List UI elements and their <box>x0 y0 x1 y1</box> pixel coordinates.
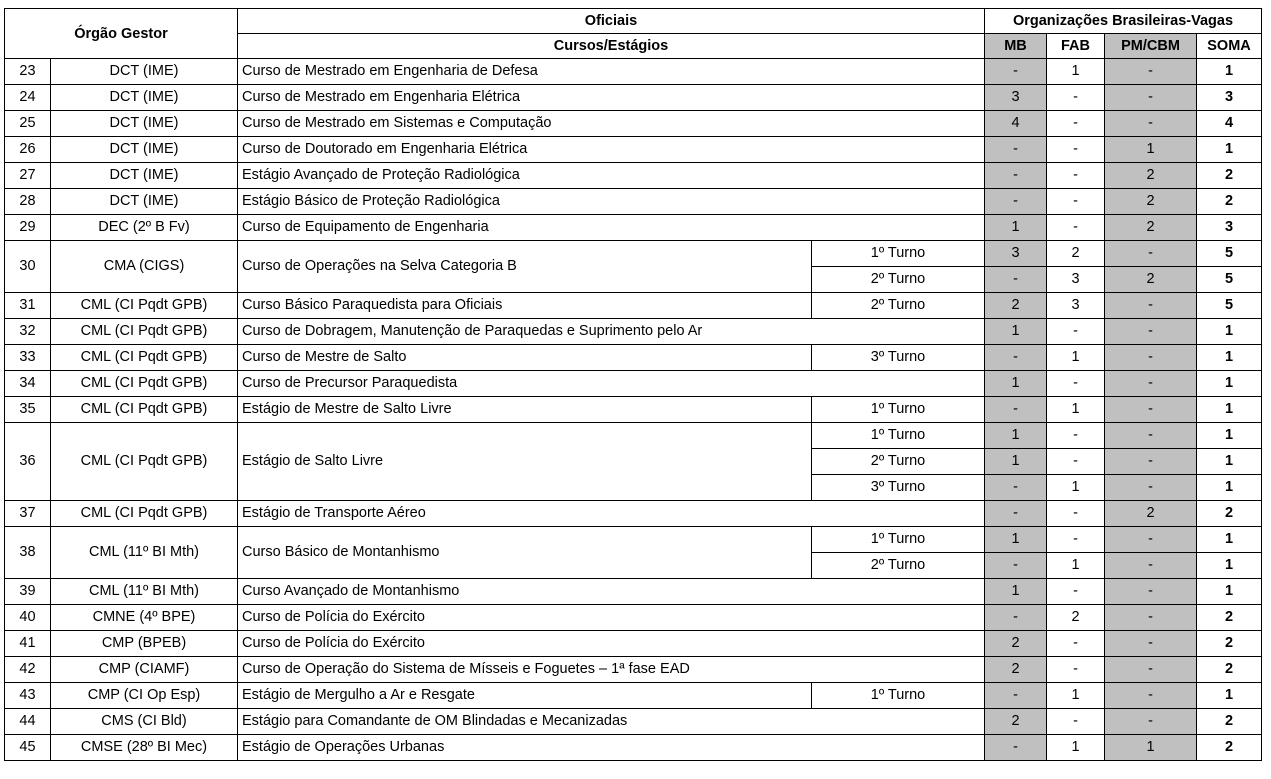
row-number: 36 <box>5 423 51 501</box>
table-row <box>5 631 1262 657</box>
row-number: 31 <box>5 293 51 319</box>
row-curso: Curso de Mestrado em Engenharia Elétrica <box>238 85 985 111</box>
row-turno: 1º Turno <box>812 527 985 553</box>
row-mb-value: - <box>985 553 1047 579</box>
row-pm-cbm-value: - <box>1105 111 1197 137</box>
row-pm-cbm-value: - <box>1105 59 1197 85</box>
row-turno: 1º Turno <box>812 683 985 709</box>
row-pm-cbm-value: 1 <box>1105 735 1197 761</box>
row-pm-cbm-value: - <box>1105 345 1197 371</box>
row-fab-value: 1 <box>1047 735 1105 761</box>
row-orgao-gestor: CML (11º BI Mth) <box>51 527 238 579</box>
row-number: 25 <box>5 111 51 137</box>
row-mb-value: - <box>985 267 1047 293</box>
row-pm-cbm-value: - <box>1105 709 1197 735</box>
row-pm-cbm-value: 1 <box>1105 137 1197 163</box>
row-soma-value: 3 <box>1197 215 1262 241</box>
header-organizacoes: Organizações Brasileiras-Vagas <box>985 9 1262 34</box>
table-row <box>5 293 1262 319</box>
row-fab-value: 1 <box>1047 475 1105 501</box>
row-soma-value: 1 <box>1197 319 1262 345</box>
table-row <box>5 319 1262 345</box>
row-pm-cbm-value: - <box>1105 579 1197 605</box>
row-number: 34 <box>5 371 51 397</box>
row-number: 24 <box>5 85 51 111</box>
row-soma-value: 2 <box>1197 163 1262 189</box>
row-number: 33 <box>5 345 51 371</box>
row-fab-value: - <box>1047 657 1105 683</box>
row-pm-cbm-value: - <box>1105 475 1197 501</box>
row-orgao-gestor: CML (CI Pqdt GPB) <box>51 345 238 371</box>
row-curso: Curso de Mestrado em Engenharia de Defesa <box>238 59 985 85</box>
row-pm-cbm-value: 2 <box>1105 163 1197 189</box>
row-pm-cbm-value: - <box>1105 683 1197 709</box>
row-orgao-gestor: CMP (BPEB) <box>51 631 238 657</box>
row-mb-value: - <box>985 735 1047 761</box>
row-fab-value: - <box>1047 423 1105 449</box>
row-soma-value: 1 <box>1197 371 1262 397</box>
row-pm-cbm-value: - <box>1105 527 1197 553</box>
row-soma-value: 2 <box>1197 657 1262 683</box>
row-orgao-gestor: CML (CI Pqdt GPB) <box>51 371 238 397</box>
row-fab-value: 1 <box>1047 397 1105 423</box>
table-body <box>5 59 1262 761</box>
row-curso: Curso de Operações na Selva Categoria B <box>238 241 812 293</box>
row-soma-value: 4 <box>1197 111 1262 137</box>
row-pm-cbm-value: 2 <box>1105 215 1197 241</box>
row-curso: Estágio Básico de Proteção Radiológica <box>238 189 985 215</box>
row-mb-value: 1 <box>985 423 1047 449</box>
row-mb-value: 3 <box>985 241 1047 267</box>
row-mb-value: 2 <box>985 293 1047 319</box>
row-mb-value: 2 <box>985 709 1047 735</box>
row-pm-cbm-value: - <box>1105 605 1197 631</box>
table-row <box>5 215 1262 241</box>
row-fab-value: 1 <box>1047 553 1105 579</box>
header-orgao-gestor: Órgão Gestor <box>5 9 238 59</box>
row-pm-cbm-value: 2 <box>1105 501 1197 527</box>
row-pm-cbm-value: - <box>1105 657 1197 683</box>
row-number: 39 <box>5 579 51 605</box>
table-row <box>5 111 1262 137</box>
row-number: 35 <box>5 397 51 423</box>
row-curso: Estágio de Mestre de Salto Livre <box>238 397 812 423</box>
row-fab-value: 2 <box>1047 605 1105 631</box>
row-fab-value: - <box>1047 501 1105 527</box>
row-fab-value: - <box>1047 137 1105 163</box>
header-cursos-estagios: Cursos/Estágios <box>238 34 985 59</box>
header-soma: SOMA <box>1197 34 1262 59</box>
row-curso: Estágio de Operações Urbanas <box>238 735 985 761</box>
row-fab-value: - <box>1047 709 1105 735</box>
table-row <box>5 137 1262 163</box>
row-turno: 3º Turno <box>812 475 985 501</box>
row-curso: Curso de Polícia do Exército <box>238 631 985 657</box>
row-fab-value: 2 <box>1047 241 1105 267</box>
row-fab-value: 3 <box>1047 267 1105 293</box>
row-number: 41 <box>5 631 51 657</box>
table-row <box>5 189 1262 215</box>
row-curso: Curso Básico de Montanhismo <box>238 527 812 579</box>
row-pm-cbm-value: 2 <box>1105 189 1197 215</box>
row-curso: Estágio de Mergulho a Ar e Resgate <box>238 683 812 709</box>
row-curso: Estágio Avançado de Proteção Radiológica <box>238 163 985 189</box>
row-curso: Estágio para Comandante de OM Blindadas e Mecanizadas <box>238 709 985 735</box>
row-number: 37 <box>5 501 51 527</box>
row-curso: Curso de Doutorado em Engenharia Elétrica <box>238 137 985 163</box>
row-pm-cbm-value: - <box>1105 553 1197 579</box>
row-fab-value: - <box>1047 371 1105 397</box>
row-fab-value: - <box>1047 163 1105 189</box>
row-mb-value: 2 <box>985 657 1047 683</box>
row-mb-value: 1 <box>985 319 1047 345</box>
row-turno: 1º Turno <box>812 423 985 449</box>
row-turno: 2º Turno <box>812 553 985 579</box>
row-fab-value: 1 <box>1047 59 1105 85</box>
row-curso: Curso de Operação do Sistema de Mísseis e Foguetes – 1ª fase EAD <box>238 657 985 683</box>
row-soma-value: 2 <box>1197 605 1262 631</box>
row-soma-value: 1 <box>1197 553 1262 579</box>
row-curso: Curso de Precursor Paraquedista <box>238 371 985 397</box>
row-soma-value: 1 <box>1197 59 1262 85</box>
row-number: 32 <box>5 319 51 345</box>
row-fab-value: - <box>1047 319 1105 345</box>
row-mb-value: - <box>985 189 1047 215</box>
row-curso: Estágio de Transporte Aéreo <box>238 501 985 527</box>
row-pm-cbm-value: - <box>1105 371 1197 397</box>
row-orgao-gestor: DCT (IME) <box>51 189 238 215</box>
row-number: 40 <box>5 605 51 631</box>
row-soma-value: 1 <box>1197 449 1262 475</box>
row-fab-value: 3 <box>1047 293 1105 319</box>
row-orgao-gestor: CML (CI Pqdt GPB) <box>51 501 238 527</box>
row-mb-value: 3 <box>985 85 1047 111</box>
row-soma-value: 2 <box>1197 501 1262 527</box>
row-soma-value: 1 <box>1197 683 1262 709</box>
row-fab-value: - <box>1047 85 1105 111</box>
row-number: 29 <box>5 215 51 241</box>
row-pm-cbm-value: - <box>1105 449 1197 475</box>
row-orgao-gestor: CML (11º BI Mth) <box>51 579 238 605</box>
row-orgao-gestor: CML (CI Pqdt GPB) <box>51 293 238 319</box>
row-soma-value: 1 <box>1197 345 1262 371</box>
row-curso: Curso de Dobragem, Manutenção de Paraquedas e Suprimento pelo Ar <box>238 319 985 345</box>
row-mb-value: - <box>985 345 1047 371</box>
row-soma-value: 3 <box>1197 85 1262 111</box>
table-row <box>5 59 1262 85</box>
row-soma-value: 2 <box>1197 709 1262 735</box>
row-mb-value: 1 <box>985 449 1047 475</box>
header-pm-cbm: PM/CBM <box>1105 34 1197 59</box>
header-oficiais: Oficiais <box>238 9 985 34</box>
row-orgao-gestor: CMP (CIAMF) <box>51 657 238 683</box>
row-fab-value: - <box>1047 111 1105 137</box>
row-fab-value: - <box>1047 215 1105 241</box>
row-pm-cbm-value: - <box>1105 85 1197 111</box>
row-fab-value: - <box>1047 527 1105 553</box>
row-number: 43 <box>5 683 51 709</box>
row-curso: Curso Avançado de Montanhismo <box>238 579 985 605</box>
row-turno: 3º Turno <box>812 345 985 371</box>
row-orgao-gestor: CMP (CI Op Esp) <box>51 683 238 709</box>
row-pm-cbm-value: - <box>1105 423 1197 449</box>
row-fab-value: - <box>1047 579 1105 605</box>
row-pm-cbm-value: - <box>1105 293 1197 319</box>
row-orgao-gestor: CMNE (4º BPE) <box>51 605 238 631</box>
row-number: 28 <box>5 189 51 215</box>
row-fab-value: - <box>1047 631 1105 657</box>
table-row <box>5 527 1262 553</box>
row-mb-value: - <box>985 59 1047 85</box>
table-row <box>5 345 1262 371</box>
row-orgao-gestor: DCT (IME) <box>51 85 238 111</box>
row-soma-value: 2 <box>1197 189 1262 215</box>
row-mb-value: - <box>985 605 1047 631</box>
row-curso: Curso Básico Paraquedista para Oficiais <box>238 293 812 319</box>
vacancies-table <box>4 8 1262 761</box>
row-orgao-gestor: DCT (IME) <box>51 111 238 137</box>
row-pm-cbm-value: - <box>1105 397 1197 423</box>
table-row <box>5 371 1262 397</box>
row-orgao-gestor: DEC (2º B Fv) <box>51 215 238 241</box>
row-fab-value: 1 <box>1047 345 1105 371</box>
row-soma-value: 1 <box>1197 423 1262 449</box>
row-number: 27 <box>5 163 51 189</box>
row-orgao-gestor: CML (CI Pqdt GPB) <box>51 319 238 345</box>
table-header <box>5 9 1262 59</box>
row-mb-value: 4 <box>985 111 1047 137</box>
row-mb-value: - <box>985 137 1047 163</box>
row-curso: Curso de Equipamento de Engenharia <box>238 215 985 241</box>
row-soma-value: 1 <box>1197 579 1262 605</box>
row-turno: 2º Turno <box>812 293 985 319</box>
table-row <box>5 241 1262 267</box>
row-orgao-gestor: DCT (IME) <box>51 59 238 85</box>
row-number: 44 <box>5 709 51 735</box>
row-turno: 2º Turno <box>812 449 985 475</box>
row-mb-value: 1 <box>985 527 1047 553</box>
table-row <box>5 397 1262 423</box>
table-row <box>5 709 1262 735</box>
row-orgao-gestor: CMA (CIGS) <box>51 241 238 293</box>
row-mb-value: 1 <box>985 215 1047 241</box>
table-row <box>5 657 1262 683</box>
row-fab-value: - <box>1047 449 1105 475</box>
row-pm-cbm-value: - <box>1105 241 1197 267</box>
row-mb-value: - <box>985 683 1047 709</box>
row-number: 30 <box>5 241 51 293</box>
row-pm-cbm-value: 2 <box>1105 267 1197 293</box>
row-soma-value: 5 <box>1197 241 1262 267</box>
row-mb-value: - <box>985 163 1047 189</box>
row-number: 42 <box>5 657 51 683</box>
row-curso: Estágio de Salto Livre <box>238 423 812 501</box>
table-row <box>5 163 1262 189</box>
row-mb-value: - <box>985 501 1047 527</box>
row-soma-value: 1 <box>1197 397 1262 423</box>
table-row <box>5 423 1262 449</box>
row-soma-value: 2 <box>1197 631 1262 657</box>
row-curso: Curso de Mestre de Salto <box>238 345 812 371</box>
row-orgao-gestor: DCT (IME) <box>51 137 238 163</box>
row-curso: Curso de Polícia do Exército <box>238 605 985 631</box>
row-number: 45 <box>5 735 51 761</box>
row-mb-value: 2 <box>985 631 1047 657</box>
table-row <box>5 501 1262 527</box>
row-orgao-gestor: CMSE (28º BI Mec) <box>51 735 238 761</box>
row-soma-value: 1 <box>1197 527 1262 553</box>
table-row <box>5 735 1262 761</box>
row-orgao-gestor: CML (CI Pqdt GPB) <box>51 423 238 501</box>
row-number: 38 <box>5 527 51 579</box>
row-soma-value: 5 <box>1197 267 1262 293</box>
row-mb-value: 1 <box>985 371 1047 397</box>
row-fab-value: - <box>1047 189 1105 215</box>
row-soma-value: 1 <box>1197 475 1262 501</box>
row-number: 26 <box>5 137 51 163</box>
row-pm-cbm-value: - <box>1105 631 1197 657</box>
row-turno: 2º Turno <box>812 267 985 293</box>
row-soma-value: 1 <box>1197 137 1262 163</box>
row-mb-value: - <box>985 397 1047 423</box>
table-row <box>5 683 1262 709</box>
row-pm-cbm-value: - <box>1105 319 1197 345</box>
row-soma-value: 5 <box>1197 293 1262 319</box>
table-row <box>5 579 1262 605</box>
header-fab: FAB <box>1047 34 1105 59</box>
row-number: 23 <box>5 59 51 85</box>
header-mb: MB <box>985 34 1047 59</box>
row-orgao-gestor: CML (CI Pqdt GPB) <box>51 397 238 423</box>
row-orgao-gestor: DCT (IME) <box>51 163 238 189</box>
row-curso: Curso de Mestrado em Sistemas e Computação <box>238 111 985 137</box>
row-turno: 1º Turno <box>812 397 985 423</box>
row-turno: 1º Turno <box>812 241 985 267</box>
row-mb-value: 1 <box>985 579 1047 605</box>
table-row <box>5 605 1262 631</box>
row-orgao-gestor: CMS (CI Bld) <box>51 709 238 735</box>
row-soma-value: 2 <box>1197 735 1262 761</box>
row-mb-value: - <box>985 475 1047 501</box>
row-fab-value: 1 <box>1047 683 1105 709</box>
table-row <box>5 85 1262 111</box>
